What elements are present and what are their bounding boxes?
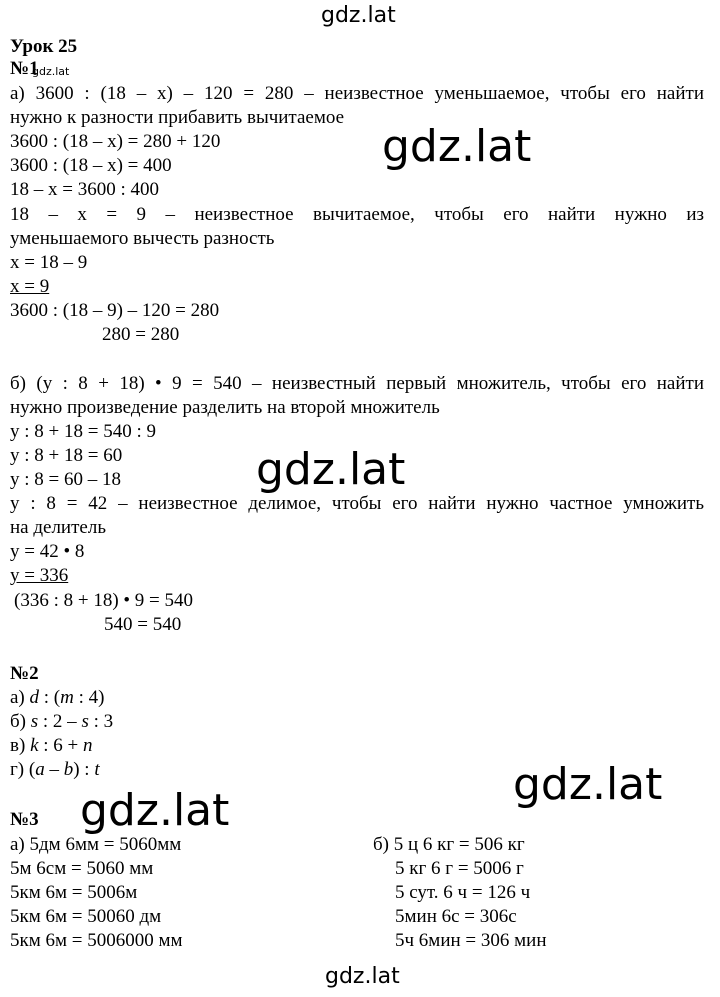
watermark-big-2: gdz.lat bbox=[256, 444, 406, 495]
task1-a-step: 18 – х = 3600 : 400 bbox=[10, 179, 159, 200]
task1-b-step-y: у = 42 • 8 bbox=[10, 541, 85, 562]
task1-a-line2: нужно к разности прибавить вычитаемое bbox=[10, 107, 345, 128]
task2-item-a: а) d : (m : 4) bbox=[10, 687, 105, 708]
watermark-big-3: gdz.lat bbox=[513, 759, 663, 810]
task3-right-item: 5 сут. 6 ч = 126 ч bbox=[395, 882, 531, 903]
task1-b-check2: 540 = 540 bbox=[104, 614, 182, 635]
task1-b-line1: б) (у : 8 + 18) • 9 = 540 – неизвестный первый множитель, чтобы его найти bbox=[10, 373, 704, 394]
task3-right-item: 5мин 6с = 306с bbox=[395, 906, 517, 927]
task2-item-d: г) (а – b) : t bbox=[10, 759, 100, 780]
task1-a-step: 3600 : (18 – х) = 280 + 120 bbox=[10, 131, 221, 152]
task2-item-c: в) k : 6 + n bbox=[10, 735, 93, 756]
task1-a-step-x: х = 18 – 9 bbox=[10, 252, 88, 273]
task1-b-answer: у = 336 bbox=[10, 565, 69, 586]
task3-left-item: а) 5дм 6мм = 5060мм bbox=[10, 834, 182, 855]
task1-a-check1: 3600 : (18 – 9) – 120 = 280 bbox=[10, 300, 220, 321]
task3-right-item: 5 кг 6 г = 5006 г bbox=[395, 858, 524, 879]
task3-heading: №3 bbox=[10, 809, 39, 830]
task1-a-line1: а) 3600 : (18 – х) – 120 = 280 – неизвестное уменьшаемое, чтобы его найти bbox=[10, 83, 704, 104]
task1-b-step: у : 8 + 18 = 540 : 9 bbox=[10, 421, 156, 442]
task1-a-explain2: уменьшаемого вычесть разность bbox=[10, 228, 275, 249]
task1-b-step: у : 8 + 18 = 60 bbox=[10, 445, 123, 466]
watermark-big-4: gdz.lat bbox=[80, 785, 230, 836]
task3-left-item: 5м 6см = 5060 мм bbox=[10, 858, 154, 879]
watermark-big-1: gdz.lat bbox=[382, 121, 532, 172]
task3-left-item: 5км 6м = 5006000 мм bbox=[10, 930, 183, 951]
task1-a-check2: 280 = 280 bbox=[102, 324, 180, 345]
task1-b-check1: (336 : 8 + 18) • 9 = 540 bbox=[14, 590, 194, 611]
watermark-top: gdz.lat bbox=[321, 3, 396, 28]
task3-left-item: 5км 6м = 5006м bbox=[10, 882, 138, 903]
task2-heading: №2 bbox=[10, 663, 39, 684]
lesson-title: Урок 25 bbox=[10, 36, 78, 57]
task3-right-item: б) 5 ц 6 кг = 506 кг bbox=[373, 834, 525, 855]
task1-a-answer: х = 9 bbox=[10, 276, 50, 297]
task1-b-step: у : 8 = 60 – 18 bbox=[10, 469, 121, 490]
task1-b-explain2: на делитель bbox=[10, 517, 106, 538]
task3-left-item: 5км 6м = 50060 дм bbox=[10, 906, 162, 927]
watermark-bottom: gdz.lat bbox=[325, 964, 400, 989]
task3-right-item: 5ч 6мин = 306 мин bbox=[395, 930, 547, 951]
task1-b-line2: нужно произведение разделить на второй множитель bbox=[10, 397, 440, 418]
task1-b-explain1: у : 8 = 42 – неизвестное делимое, чтобы его найти нужно частное умножить bbox=[10, 493, 704, 514]
task2-item-b: б) s : 2 – s : 3 bbox=[10, 711, 114, 732]
task1-a-step: 3600 : (18 – х) = 400 bbox=[10, 155, 172, 176]
watermark-tiny: gdz.lat bbox=[32, 65, 70, 78]
task1-heading: №1 bbox=[10, 58, 39, 79]
task1-a-explain1: 18 – х = 9 – неизвестное вычитаемое, чтобы его найти нужно из bbox=[10, 204, 704, 225]
